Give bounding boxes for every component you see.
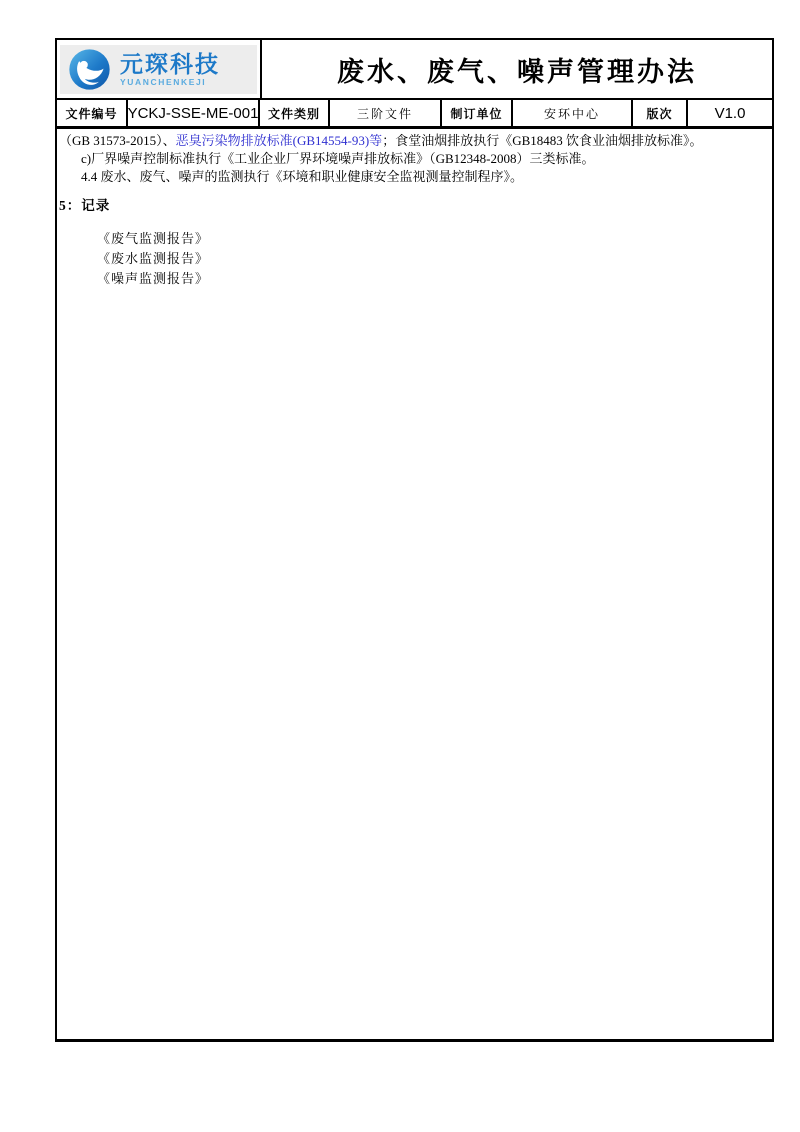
paragraph-noise-standard: c)厂界噪声控制标准执行《工业企业厂界环境噪声排放标准》（GB12348-2008）三类标准。 (81, 151, 595, 166)
field-value-doc-number: YCKJ-SSE-ME-001 (128, 100, 260, 126)
document-frame (55, 38, 774, 1042)
records-list (59, 229, 770, 289)
paragraph-monitoring: 4.4 废水、废气、噪声的监测执行《环境和职业健康安全监视测量控制程序》。 (81, 169, 524, 184)
field-label-doc-category: 文件类别 (260, 100, 330, 126)
document-title: 废水、废气、噪声管理办法 (337, 56, 697, 87)
field-label-version: 版次 (633, 100, 688, 126)
title-cell (262, 40, 772, 98)
standards-text-post: ；食堂油烟排放执行《GB18483 饮食业油烟排放标准》。 (382, 133, 703, 148)
record-item-waste-water-report: 《废水监测报告》 (97, 251, 210, 266)
field-value-issuing-unit: 安环中心 (513, 100, 633, 126)
header-row-fields (57, 100, 772, 129)
record-item-waste-gas-report: 《废气监测报告》 (97, 231, 210, 246)
paragraph-standards (59, 132, 770, 150)
section-heading-records: 5：记录 (59, 198, 111, 213)
header-row-top (57, 40, 772, 100)
brand-name: 元琛科技 (120, 50, 220, 77)
logo-globe-icon (67, 47, 112, 92)
record-item-noise-report: 《噪声监测报告》 (97, 271, 210, 286)
standards-text-pre: （GB 31573-2015）、 (59, 133, 176, 148)
standards-link-odor-standard[interactable]: 恶臭污染物排放标准(GB14554-93)等 (175, 133, 383, 148)
brand-name-latin: YUANCHENKEJI (120, 76, 207, 87)
logo-text (120, 50, 220, 87)
field-value-doc-category: 三阶文件 (330, 100, 442, 126)
company-logo (67, 47, 220, 92)
logo-cell (57, 40, 262, 98)
document-body (57, 129, 772, 289)
field-label-issuing-unit: 制订单位 (442, 100, 513, 126)
field-value-version: V1.0 (714, 104, 746, 122)
field-label-doc-number: 文件编号 (57, 100, 128, 126)
